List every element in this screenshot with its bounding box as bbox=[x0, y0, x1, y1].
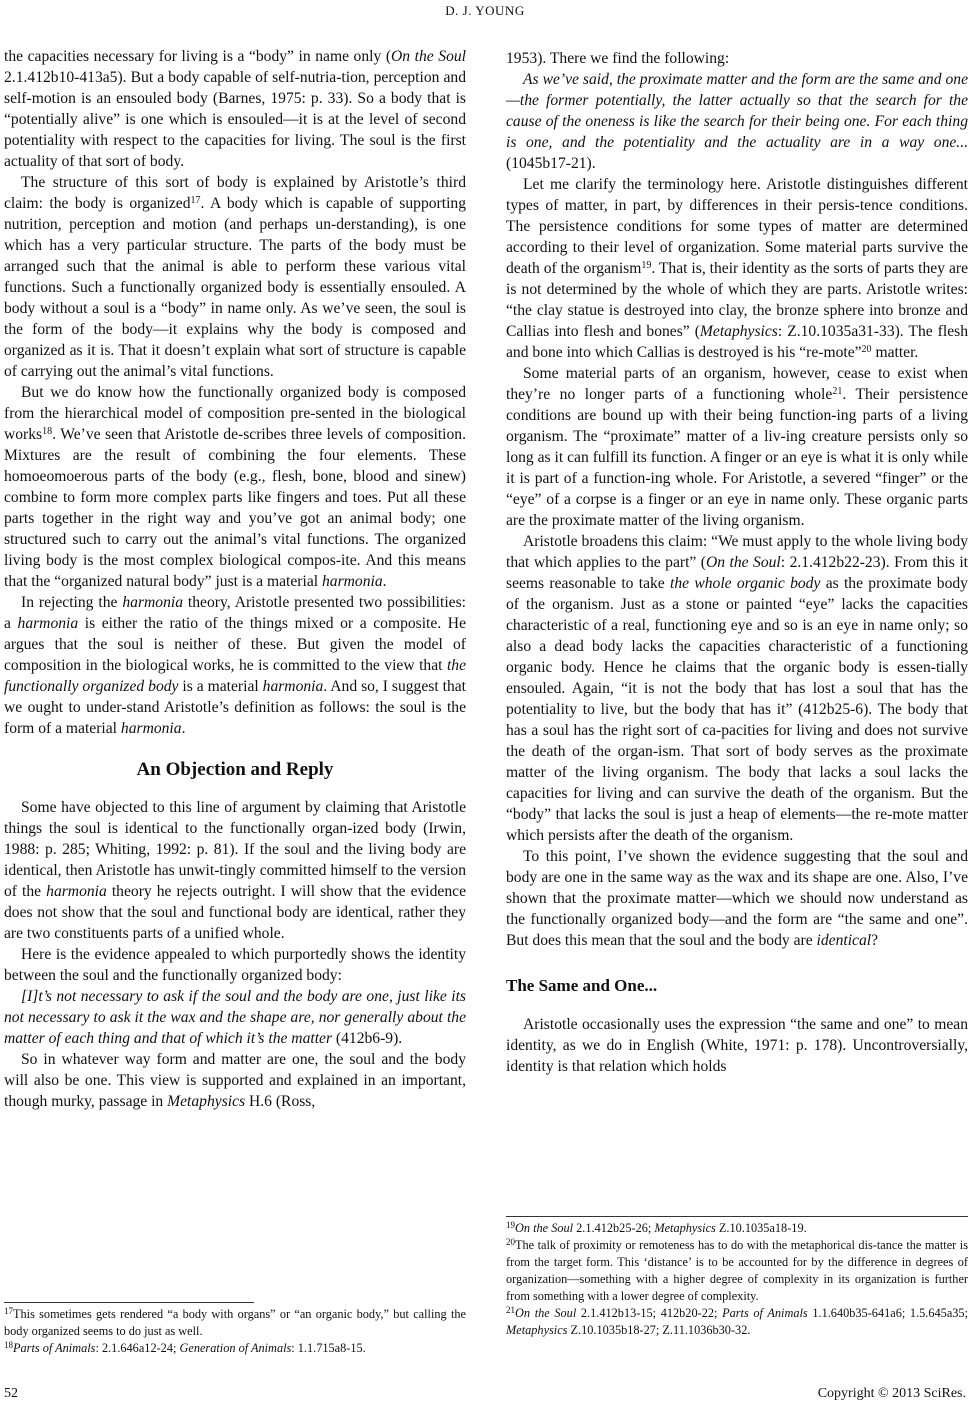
footnote-ref[interactable]: 18 bbox=[42, 426, 53, 437]
footnote: $^{17}$This sometimes gets rendered “a body with organs” or “an organic body,” but calling the body organized seems to do just as well. bbox=[4, 1306, 466, 1338]
page-number: 52 bbox=[4, 1386, 18, 1401]
footnote-ref[interactable]: 19 bbox=[641, 260, 652, 271]
footnotes-right bbox=[506, 1216, 968, 1339]
right-column bbox=[506, 48, 968, 1077]
running-head: D. J. YOUNG bbox=[445, 3, 525, 18]
paragraph: 1953). There we find the following: bbox=[506, 50, 730, 67]
section-heading: The Same and One... bbox=[506, 976, 658, 995]
left-column bbox=[4, 46, 466, 1112]
footnote: $^{21}$On the Soul 2.1.412b13-15; 412b20-22; Parts of Animals 1.1.640b35-641a6; 1.5.645a35; Metaphysics Z.10.1035b18-27; Z.11.1036b30-32. bbox=[506, 1305, 968, 1337]
paragraph: The structure of this sort of body is explained by Aristotle’s third claim: the body is organized$^{17}$. A body which is capable of supporting nutrition, perception and motion (and perhaps un-derstanding), is one which has a very particular structure. The parts of the body must be arranged such that the animal is able to perform these various vital functions. Such a functionally organized body is essentially ensouled. A body without a soul is a “body” in name only. As we’ve seen, the soul is the form of the body—it explains why the body is composed and organized as it is. That it doesn’t explain what sort of structure is capable of carrying out the animal’s vital functions. bbox=[4, 174, 466, 380]
block-quote: As we’ve said, the proximate matter and the form are the same and one—the former potentially, the latter actually so that the search for the cause of the oneness is like the search for their being one. For each thing is one, and the potentiality and the actuality are in a way one... (1045b17-21). bbox=[506, 71, 968, 172]
footnotes-left bbox=[4, 1302, 466, 1357]
footnote: $^{20}$The talk of proximity or remoteness has to do with the metaphorical dis-tance the matter is from the target form. This ‘distance’ is to be accounted for by the difference in degrees of organization—something with a higher degree of complexity in its organization is further from something with a lower degree of complexity. bbox=[506, 1237, 968, 1303]
section-heading: An Objection and Reply bbox=[136, 759, 334, 780]
paragraph: Here is the evidence appealed to which purportedly shows the identity between the soul and the functionally organized body: bbox=[4, 946, 466, 984]
paragraph: To this point, I’ve shown the evidence suggesting that the soul and body are one in the same way as the wax and its shape are one. Also, I’ve shown that the proximate matter—which we should now understand as the functionally organized body—and the form are “the same and one”. But does this mean that the soul and the body are identical? bbox=[506, 848, 968, 949]
paragraph: So in whatever way form and matter are one, the soul and the body will also be one. This view is supported and explained in an important, though murky, passage in Metaphysics H.6 (Ross, bbox=[4, 1051, 466, 1110]
footnote-divider bbox=[4, 1302, 254, 1303]
paragraph: Some material parts of an organism, however, cease to exist when they’re no longer parts of a functioning whole$^{21}$. Their persistence conditions are bound up with their being function-ing parts of a living organism. The “proximate” matter of a liv-ing creature persists only so long as it can fulfill its function. A finger or an eye is what it is only while it is part of a function-ing whole. For Aristotle, a severed “finger” or the “eye” of a corpse is a finger or an eye in name only. These organic parts are the proximate matter of the living organism. bbox=[506, 365, 968, 529]
footnote: $^{19}$On the Soul 2.1.412b25-26; Metaphysics Z.10.1035a18-19. bbox=[506, 1220, 807, 1235]
footnote: $^{18}$Parts of Animals: 2.1.646a12-24; Generation of Animals: 1.1.715a8-15. bbox=[4, 1340, 366, 1355]
paragraph: But we do know how the functionally organized body is composed from the hierarchical model of composition pre-sented in the biological works$^{18}$. We’ve seen that Aristotle de-scribes three levels of composition. Mixtures are the result of combining the four elements. These homoeomoerous parts of the body (e.g., flesh, bone, blood and sinew) combine to form more complex parts like fingers and toes. Put all these parts together in the right way and you’ve got an animal body; one structured such to carry out the animal’s vital functions. The organized living body is the most complex biological compos-ite. And this means that the “organized natural body” just is a material harmonia. bbox=[4, 384, 466, 590]
paragraph: In rejecting the harmonia theory, Aristotle presented two possibilities: a harmonia is either the ratio of the things mixed or a composite. He argues that the soul is neither of these. But given the model of composition in the biological works, he is committed to the view that the functionally organized body is a material harmonia. And so, I suggest that we ought to under-stand Aristotle’s definition as follows: the soul is the form of a material harmonia. bbox=[4, 594, 466, 737]
copyright-notice: Copyright © 2013 SciRes. bbox=[817, 1386, 966, 1401]
footnote-ref[interactable]: 20 bbox=[861, 344, 872, 355]
footnote-divider bbox=[506, 1216, 968, 1217]
block-quote: [I]t’s not necessary to ask if the soul and the body are one, just like its not necessary to ask it the wax and the shape are, nor generally about the matter of each thing and that of which it’s the matter (412b6-9). bbox=[4, 988, 466, 1047]
paragraph: Some have objected to this line of argument by claiming that Aristotle things the soul is identical to the functionally organ-ized body (Irwin, 1988: p. 285; Whiting, 1992: p. 81). If the soul and the living body are identical, then Aristotle has unwit-tingly committed himself to the version of the harmonia theory he rejects outright. I will show that the evidence does not show that the soul and functional body are identical, rather they are two constituents parts of a unified whole. bbox=[4, 799, 466, 942]
footnote-ref[interactable]: 17 bbox=[190, 195, 201, 206]
paragraph: Let me clarify the terminology here. Aristotle distinguishes different types of matter, in part, by differences in their persis-tence conditions. The persistence conditions for some types of matter are determined according to their level of organization. Some material parts survive the death of the organism$^{19}$. That is, their identity as the sorts of parts they are is not determined by the whole of which they are parts. Aristotle writes: “the clay statue is destroyed into clay, the bronze sphere into bronze and Callias into flesh and bones” (Metaphysics: Z.10.1035a31-33). The flesh and bone into which Callias is destroyed is his “re-mote”$^{20}$ matter. bbox=[506, 176, 968, 361]
footnote-ref[interactable]: 21 bbox=[832, 386, 843, 397]
paragraph: the capacities necessary for living is a “body” in name only (On the Soul 2.1.412b10-413a5). But a body capable of self-nutria-tion, perception and self-motion is an ensouled body (Barnes, 1975: p. 33). So a body that is “potentially alive” is one which is ensouled—it is at the level of second potentiality with respect to the capacities for living. The soul is the first actuality of that sort of body. bbox=[4, 48, 467, 170]
paragraph: Aristotle occasionally uses the expression “the same and one” to mean identity, as we do in English (White, 1971: p. 178). Uncontroversially, identity is that relation which holds bbox=[506, 1016, 968, 1075]
paragraph: Aristotle broadens this claim: “We must apply to the whole living body that which applies to the part” (On the Soul: 2.1.412b22-23). From this it seems reasonable to take the whole organic body as the proximate body of the organism. Just as a stone or painted “eye” lacks the capacities characteristic of a real, functioning eye and so is an eye in name only; so also a dead body lacks the capacities characteristic of a functioning organic body. Hence he claims that the organic body is essen-tially ensouled. Again, “it is not the body that has lost a soul that has the potentiality to live, but the body that has it” (412b25-6). The body that has a soul has the right sort of ca-pacities for living and does not survive the death of the organ-ism. That sort of body serves as the proximate matter of the living organism. The body that lacks a soul lacks the capacities for living and can survive the death of the organism. But the “body” that lacks the soul is just a heap of elements—the re-mote matter which persists after the death of the organism. bbox=[506, 533, 968, 844]
